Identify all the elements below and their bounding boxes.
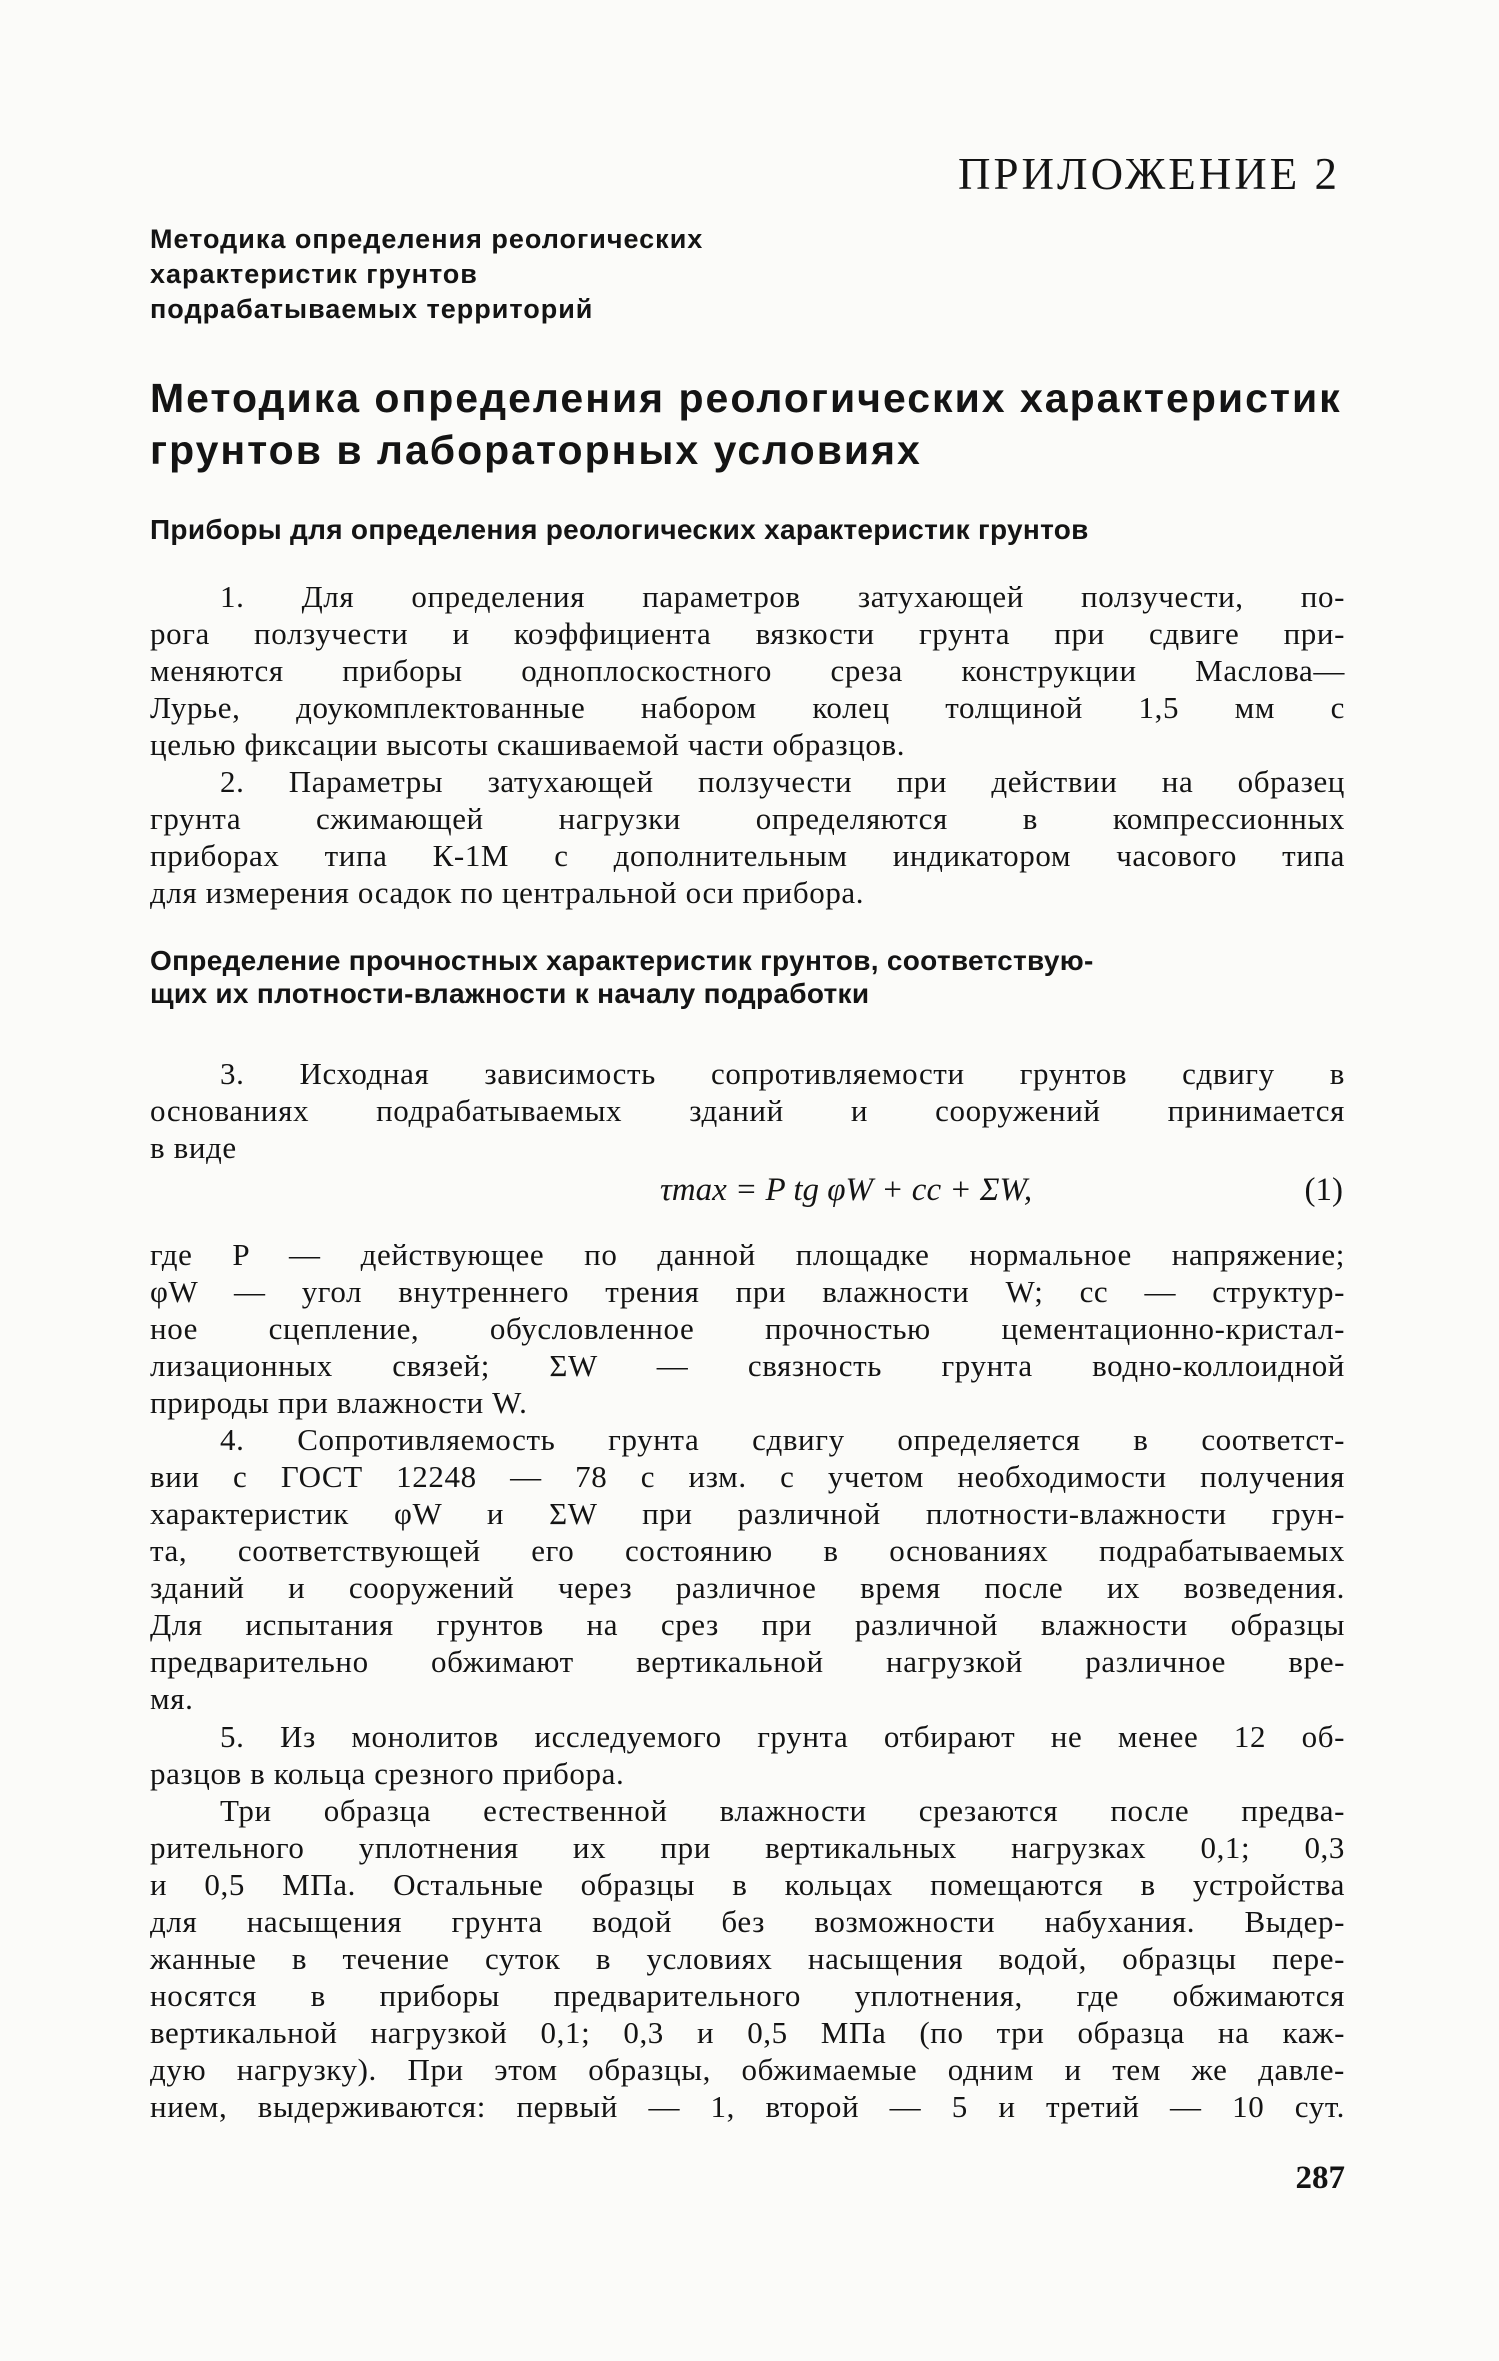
text-line: 3. Исходная зависимость сопротивляемости грунтов сдвигу в [220,1056,1345,1091]
text-line: рога ползучести и коэффициента вязкости грунта при сдвиге при- [150,616,1345,651]
text-line: 2. Параметры затухающей ползучести при действии на образец [220,764,1345,799]
text-line: основаниях подрабатываемых зданий и сооружений принимается [150,1093,1345,1128]
appendix-label: ПРИЛОЖЕНИЕ 2 [958,149,1340,199]
main-title-line: Методика определения реологических характеристик [150,375,1342,421]
text-line: характеристик φW и ΣW при различной плотности-влажности грун- [150,1496,1345,1531]
formula-expression: τmax = P tg φW + cc + ΣW, [660,1172,1033,1208]
text-line: нием, выдерживаются: первый — 1, второй — 5 и третий — 10 сут. [150,2089,1345,2124]
text-line: лизационных связей; ΣW — связность грунта водно-коллоидной [150,1348,1345,1383]
paragraph-6 [150,1792,1345,2125]
text-line: где P — действующее по данной площадке нормальное напряжение; [150,1237,1345,1272]
text-line: жанные в течение суток в условиях насыщения водой, образцы пере- [150,1941,1345,1976]
main-title-line: грунтов в лабораторных условиях [150,427,922,473]
text-line: грунта сжимающей нагрузки определяются в компрессионных [150,801,1345,836]
formula-1 [150,1168,1345,1218]
running-head-line: Методика определения реологических [150,224,704,254]
text-line: приборах типа К-1М с дополнительным индикатором часового типа [150,838,1345,873]
paragraph-3 [150,1055,1345,1166]
paragraph-5 [150,1718,1345,1792]
text-line: 5. Из монолитов исследуемого грунта отбирают не менее 12 об- [220,1719,1345,1754]
text-line: 4. Сопротивляемость грунта сдвигу определяется в соответст- [220,1422,1345,1457]
text-line: 1. Для определения параметров затухающей ползучести, по- [220,579,1345,614]
formula-number: (1) [1304,1172,1343,1208]
text-line: та, соответствующей его состоянию в основаниях подрабатываемых [150,1533,1345,1568]
text-line: предварительно обжимают вертикальной нагрузкой различное вре- [150,1644,1345,1679]
text-line: дую нагрузку). При этом образцы, обжимаемые одним и тем же давле- [150,2052,1345,2087]
text-line: рительного уплотнения их при вертикальных нагрузках 0,1; 0,3 [150,1830,1345,1865]
running-head-line: характеристик грунтов [150,259,478,289]
running-head [150,222,850,327]
text-line: вии с ГОСТ 12248 — 78 с изм. с учетом необходимости получения [150,1459,1345,1494]
section-heading-instruments: Приборы для определения реологических характеристик грунтов [150,514,1089,545]
text-line: для насыщения грунта водой без возможности набухания. Выдер- [150,1904,1345,1939]
paragraph-1 [150,578,1345,763]
page-number: 287 [1295,2160,1345,2196]
text-line: в виде [150,1130,237,1165]
main-title [150,372,1350,476]
text-line: Лурье, доукомплектованные набором колец толщиной 1,5 мм с [150,690,1345,725]
text-line: ное сцепление, обусловленное прочностью цементационно-кристал- [150,1311,1345,1346]
paragraph-2 [150,763,1345,911]
section-heading-strength: Определение прочностных характеристик грунтов, соответствую- щих их плотности-влажности к началу подработки [150,945,1094,1009]
text-line: Три образца естественной влажности срезаются после предва- [220,1793,1345,1828]
running-head-line: подрабатываемых территорий [150,294,594,324]
text-line: разцов в кольца срезного прибора. [150,1756,625,1791]
text-line: целью фиксации высоты скашиваемой части образцов. [150,727,906,762]
text-line: и 0,5 МПа. Остальные образцы в кольцах помещаются в устройства [150,1867,1345,1902]
text-line: вертикальной нагрузкой 0,1; 0,3 и 0,5 МПа (по три образца на каж- [150,2015,1345,2050]
paragraph-4 [150,1421,1345,1717]
text-line: зданий и сооружений через различное время после их возведения. [150,1570,1345,1605]
text-line: φW — угол внутреннего трения при влажности W; cc — структур- [150,1274,1345,1309]
text-line: для измерения осадок по центральной оси прибора. [150,875,865,910]
text-line: природы при влажности W. [150,1385,528,1420]
text-line: Для испытания грунтов на срез при различной влажности образцы [150,1607,1345,1642]
paragraph-where [150,1236,1345,1421]
text-line: мя. [150,1681,194,1716]
text-line: меняются приборы одноплоскостного среза конструкции Маслова— [150,653,1345,688]
text-line: носятся в приборы предварительного уплотнения, где обжимаются [150,1978,1345,2013]
